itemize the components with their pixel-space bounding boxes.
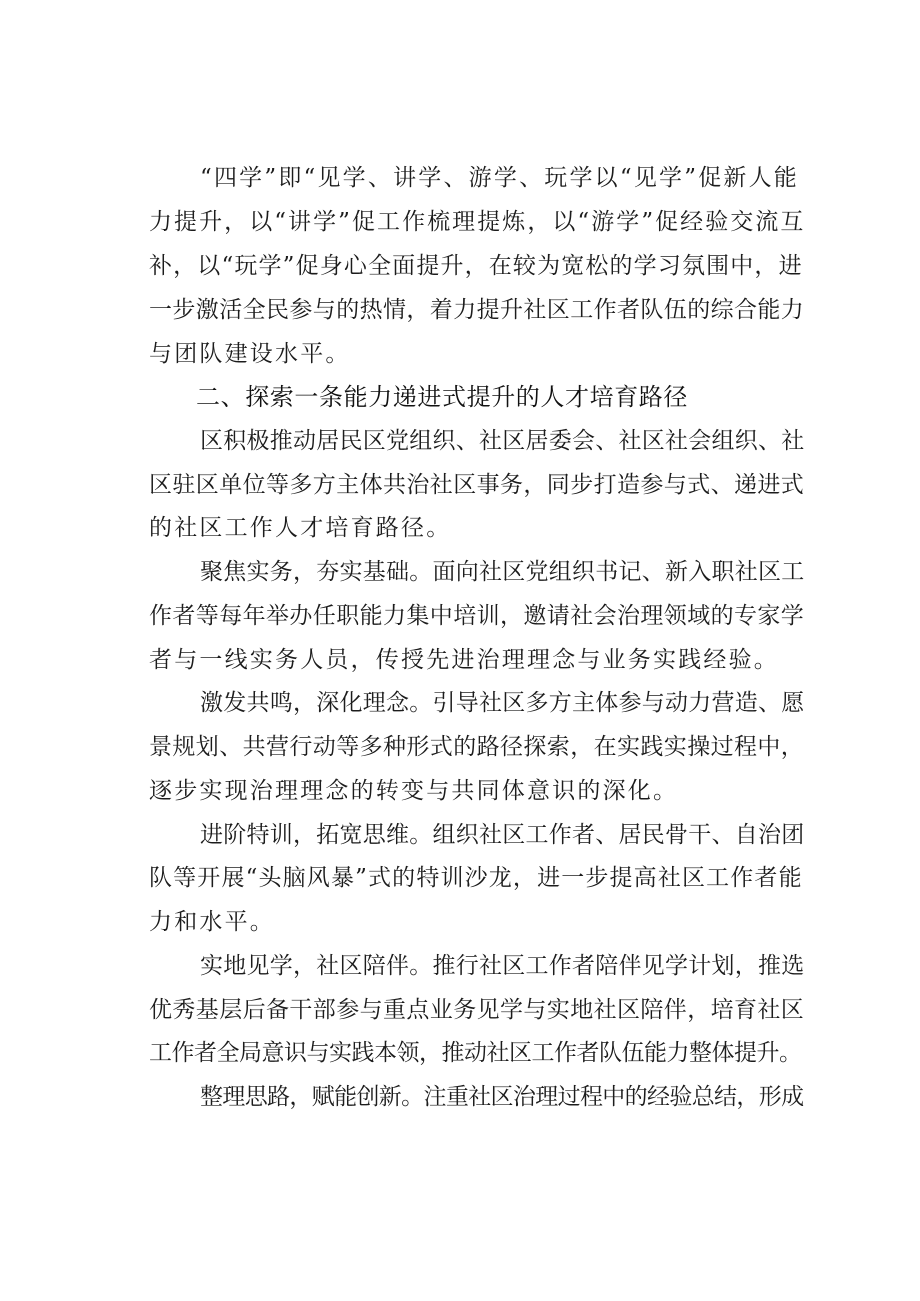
intro-line-5: 与团队建设水平。 [149, 341, 351, 367]
resonance-line-1: 激发共鸣，深化理念。引导社区多方主体参与动力营造、愿 [200, 690, 805, 716]
training-line-1: 进阶特训，拓宽思维。组织社区工作者、居民骨干、自治团 [200, 822, 805, 848]
section-heading: 二、探索一条能力递进式提升的人才培育路径 [196, 383, 688, 411]
fieldwork-line-1: 实地见学，社区陪伴。推行社区工作者陪伴见学计划，推选 [200, 953, 805, 979]
intro-line-2: 力提升，以“讲学”促工作梳理提炼，以“游学”促经验交流互 [149, 209, 806, 235]
training-line-3: 力和水平。 [149, 909, 275, 935]
section-intro-line-2: 区驻区单位等多方主体共治社区事务，同步打造参与式、递进式 [149, 472, 805, 498]
innovation-line-1: 整理思路，赋能创新。注重社区治理过程中的经验总结，形成 [200, 1084, 804, 1110]
practice-line-2: 作者等每年举办任职能力集中培训，邀请社会治理领域的专家学 [149, 603, 805, 629]
practice-line-3: 者与一线实务人员，传授先进治理理念与业务实践经验。 [149, 647, 779, 673]
intro-line-1: “四学”即“见学、讲学、游学、玩学以“见学”促新人能 [200, 165, 799, 191]
resonance-line-3: 逐步实现治理理念的转变与共同体意识的深化。 [149, 778, 679, 804]
fieldwork-line-2: 优秀基层后备干部参与重点业务见学与实地社区陪伴，培育社区 [149, 997, 805, 1023]
intro-line-4: 一步激活全民参与的热情，着力提升社区工作者队伍的综合能力 [149, 297, 805, 323]
intro-line-3: 补，以“玩学”促身心全面提升，在较为宽松的学习氛围中，进 [149, 253, 803, 279]
fieldwork-line-3: 工作者全局意识与实践本领，推动社区工作者队伍能力整体提升。 [149, 1040, 802, 1066]
practice-line-1: 聚焦实务，夯实基础。面向社区党组织书记、新入职社区工 [200, 559, 805, 585]
section-intro-line-1: 区积极推动居民区党组织、社区居委会、社区社会组织、社 [200, 428, 805, 454]
section-intro-line-3: 的社区工作人才培育路径。 [149, 515, 452, 541]
resonance-line-2: 景规划、共营行动等多种形式的路径探索，在实践实操过程中， [149, 734, 805, 760]
training-line-2: 队等开展“头脑风暴”式的特训沙龙，进一步提高社区工作者能 [149, 865, 803, 891]
